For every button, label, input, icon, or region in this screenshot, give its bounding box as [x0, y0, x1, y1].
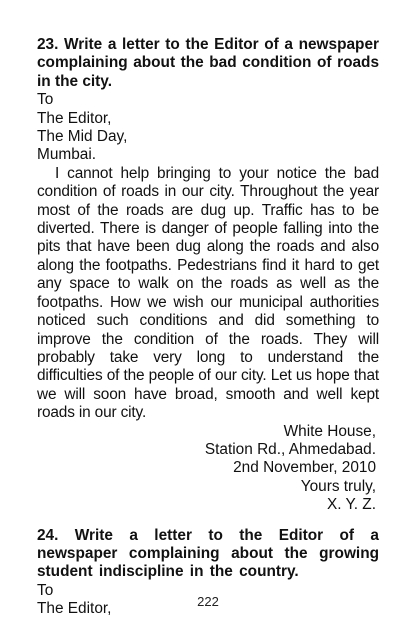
sender-line: Yours truly, — [300, 477, 376, 495]
sender-line: X. Y. Z. — [326, 496, 376, 514]
sender-line: Station Rd., Ahmedabad. — [204, 440, 376, 458]
question-23-sender-block — [37, 423, 379, 515]
address-line: Mumbai. — [37, 146, 97, 164]
sender-line: White House, — [283, 422, 376, 440]
address-line: To — [37, 581, 54, 599]
page-number: 222 — [197, 594, 219, 609]
question-24-title: 24. Write a letter to the Editor of a newspaper complaining about the growing student indiscipline in the country. — [37, 526, 379, 581]
question-23-recipient-address — [37, 91, 379, 165]
sender-line: 2nd November, 2010 — [233, 459, 376, 477]
address-line: The Mid Day, — [37, 128, 128, 146]
section-gap — [37, 515, 379, 527]
question-23-letter-body: I cannot help bringing to your notice the bad condition of roads in our city. Throughout the year most of the roads are dug up. Traffic has to be diverted. There is danger of people falling into the pits that have been dug along the roads and also along the footpaths. Pedestrians find it hard to get any space to walk on the roads as well as the footpaths. How we wish our municipal authorities noticed such conditions and did something to improve the condition of the roads. They will probably take very long to understand the difficulties of the people of our city. Let us hope that we will soon have broad, smooth and well kept roads in our city. — [37, 164, 379, 422]
address-line: The Editor, — [37, 109, 112, 127]
address-line: To — [37, 91, 54, 109]
document-page — [37, 36, 379, 619]
question-23-title: 23. Write a letter to the Editor of a newspaper complaining about the bad condition of roads in the city. — [37, 36, 379, 90]
address-line: The Editor, — [37, 600, 112, 618]
